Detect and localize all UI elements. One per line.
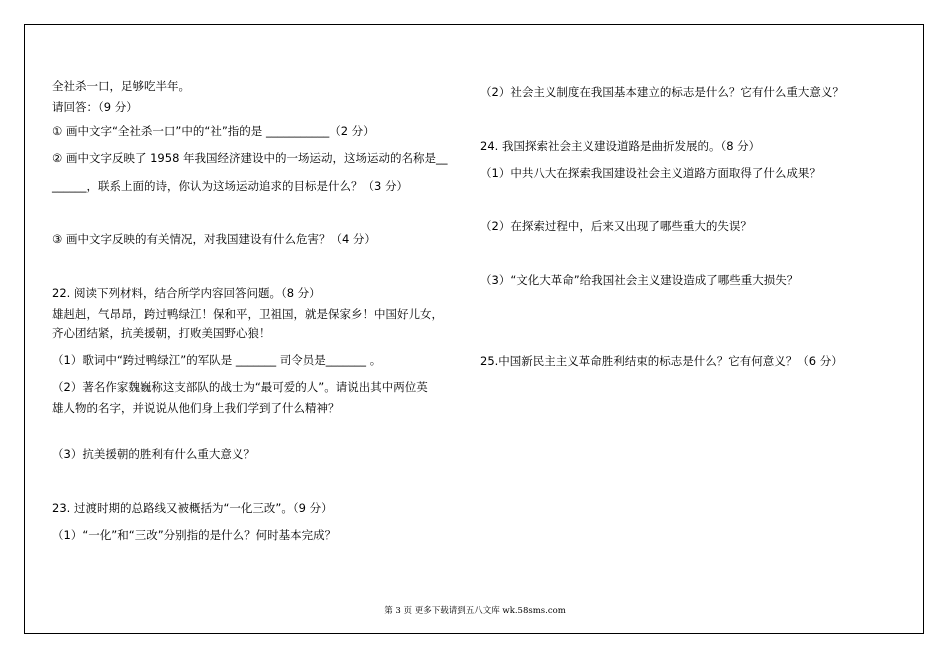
left-line-6: ③ 画中文字反映的有关情况，对我国建设有什么危害？（4 分） <box>52 232 376 246</box>
page-footer: 第 3 页 更多下载请到五八文库 wk.58sms.com <box>384 606 566 616</box>
left-line-11: （2）著名作家魏巍称这支部队的战士为“最可爱的人”。请说出其中两位英 <box>52 380 428 394</box>
left-line-9: 齐心团结紧，抗美援朝，打败美国野心狼！ <box>52 326 271 340</box>
left-line-8: 雄赳赳，气昂昂，跨过鸭绿江！保和平，卫祖国，就是保家乡！中国好儿女， <box>52 307 443 321</box>
left-line-4: ② 画中文字反映了 1958 年我国经济建设中的一场运动，这场运动的名称是__ <box>52 151 448 165</box>
right-line-6: 25.中国新民主主义革命胜利结束的标志是什么？它有何意义？（6 分） <box>480 354 843 368</box>
right-line-5: （3）“文化大革命”给我国社会主义建设造成了哪些重大损失？ <box>480 273 799 287</box>
left-line-13: （3）抗美援朝的胜利有什么重大意义？ <box>52 447 255 461</box>
left-line-12: 雄人物的名字，并说说从他们身上我们学到了什么精神？ <box>52 401 340 415</box>
left-line-15: （1）“一化”和“三改”分别指的是什么？何时基本完成？ <box>52 528 337 542</box>
left-line-10: （1）歌词中“跨过鸭绿江”的军队是 _______ 司令员是_______ 。 <box>52 353 382 367</box>
right-line-1: （2）社会主义制度在我国基本建立的标志是什么？它有什么重大意义？ <box>480 85 844 99</box>
right-line-4: （2）在探索过程中，后来又出现了哪些重大的失误？ <box>480 219 752 233</box>
left-line-5: ______，联系上面的诗，你认为这场运动追求的目标是什么？（3 分） <box>52 179 408 193</box>
right-line-2: 24. 我国探索社会主义建设道路是曲折发展的。（8 分） <box>480 139 761 153</box>
left-line-1: 全社杀一口，足够吃半年。 <box>52 79 190 93</box>
left-line-7: 22. 阅读下列材料，结合所学内容回答问题。（8 分） <box>52 286 321 300</box>
left-line-14: 23. 过渡时期的总路线又被概括为“一化三改”。（9 分） <box>52 501 333 515</box>
left-line-2: 请回答：（9 分） <box>52 100 138 114</box>
right-line-3: （1）中共八大在探索我国建设社会主义道路方面取得了什么成果？ <box>480 166 821 180</box>
left-line-3: ① 画中文字“全社杀一口”中的“社”指的是 ___________（2 分） <box>52 124 375 138</box>
